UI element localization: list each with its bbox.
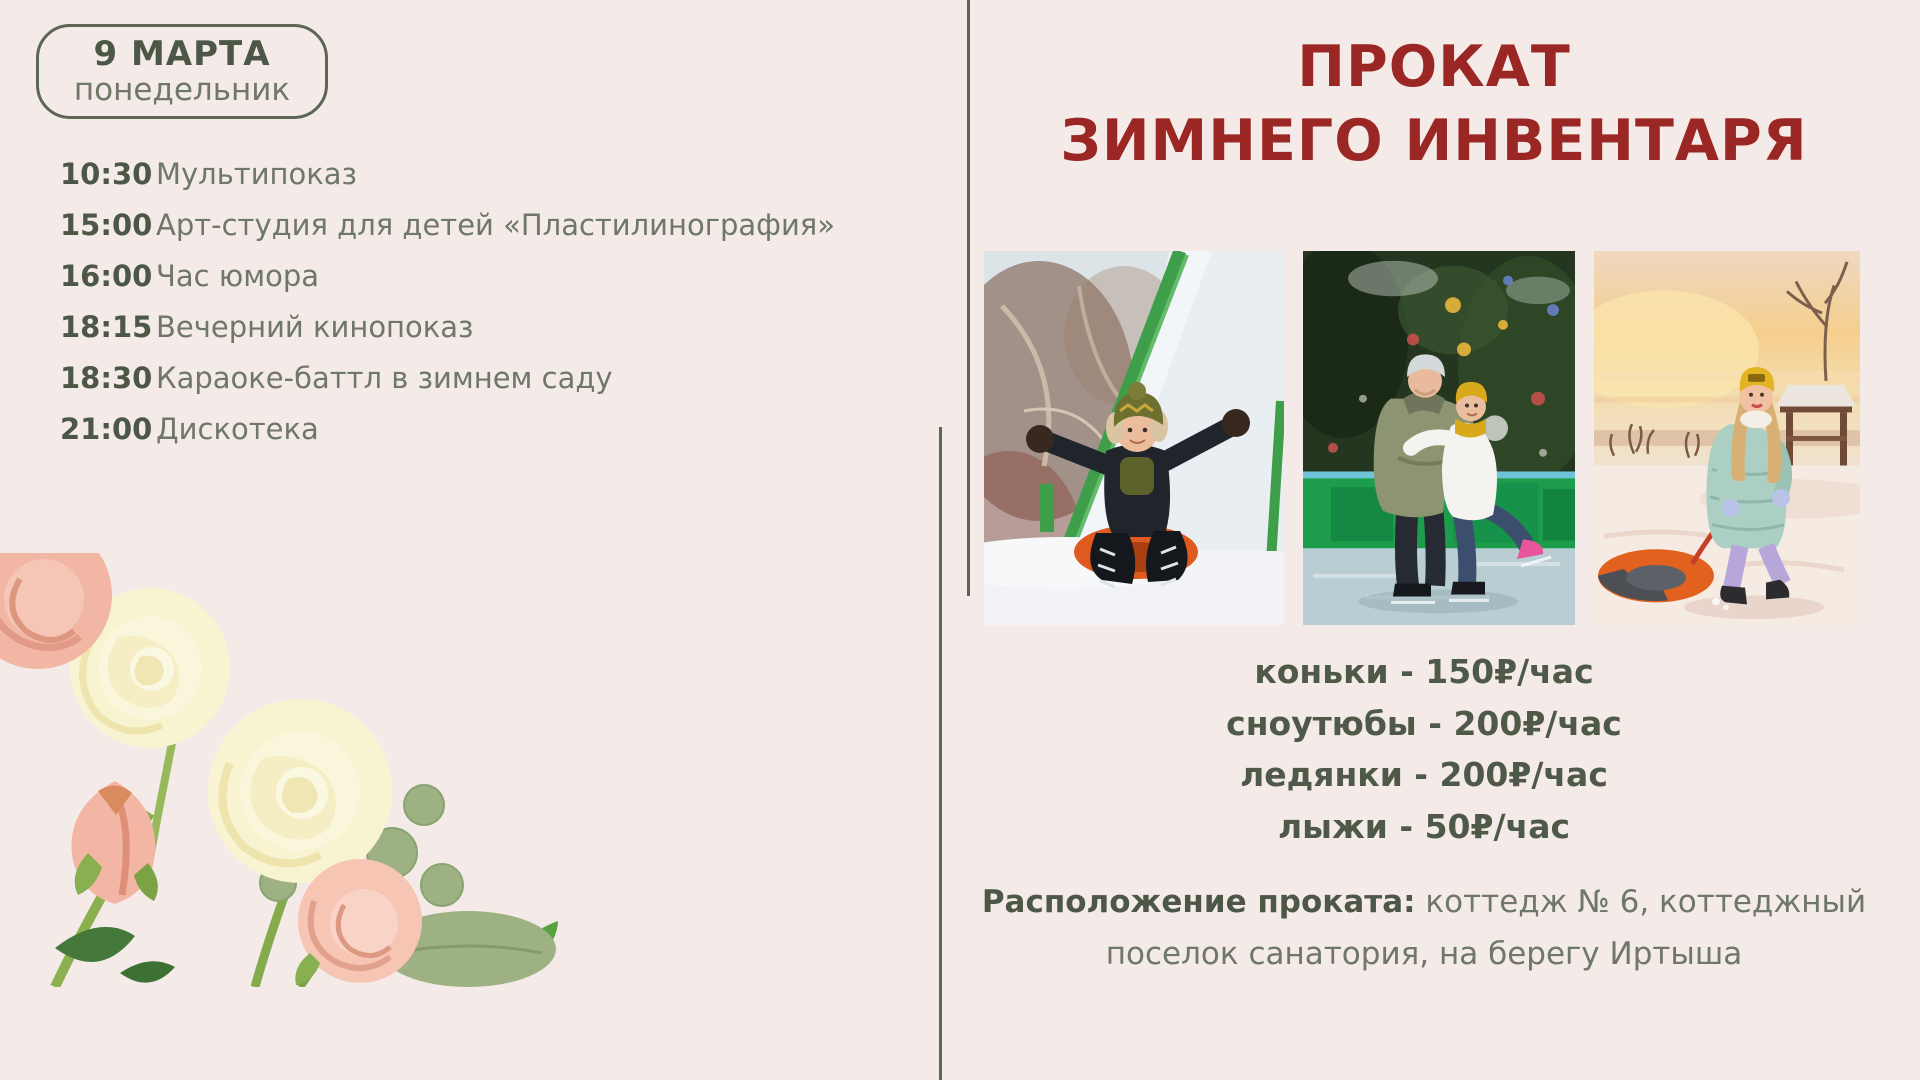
schedule-event-label: Дискотека	[156, 411, 319, 446]
schedule-time: 18:30	[60, 360, 153, 395]
badge-weekday: понедельник	[73, 72, 291, 109]
rental-title-line2: ЗИМНЕГО ИНВЕНТАРЯ	[1060, 108, 1808, 174]
schedule-event-label: Вечерний кинопоказ	[156, 309, 474, 344]
schedule-row	[60, 148, 920, 199]
schedule-list	[60, 148, 920, 454]
price-list	[968, 646, 1880, 852]
price-item: лыжи - 50₽/час	[1277, 806, 1571, 846]
rental-title-line1: ПРОКАТ	[1297, 34, 1571, 100]
schedule-row	[60, 352, 920, 403]
rental-location	[968, 876, 1880, 980]
schedule-row	[60, 301, 920, 352]
schedule-row	[60, 250, 920, 301]
rental-title	[968, 30, 1900, 178]
date-badge	[36, 24, 328, 119]
roses-decoration-image	[0, 553, 560, 987]
schedule-event-label: Час юмора	[156, 258, 320, 293]
schedule-event-label: Караоке-баттл в зимнем саду	[156, 360, 613, 395]
schedule-time: 16:00	[60, 258, 153, 293]
price-item: сноутюбы - 200₽/час	[1226, 703, 1622, 743]
badge-date: 9 МАРТА	[93, 33, 271, 74]
photo-couple-ice-rink	[1303, 251, 1575, 625]
schedule-time: 15:00	[60, 207, 153, 242]
rental-location-line1	[968, 876, 1880, 928]
schedule-time: 21:00	[60, 411, 153, 446]
schedule-time: 10:30	[60, 156, 153, 191]
rental-location-label: Расположение проката:	[981, 884, 1416, 920]
schedule-time: 18:15	[60, 309, 153, 344]
photo-woman-pulling-tube	[1594, 251, 1860, 625]
rental-location-line2: поселок санатория, на берегу Иртыша	[1105, 936, 1743, 972]
schedule-event-label: Арт-студия для детей «Пластилинография»	[156, 207, 835, 242]
rental-location-text: коттедж № 6, коттеджный	[1425, 884, 1867, 920]
schedule-row	[60, 403, 920, 454]
photo-row	[984, 251, 1860, 625]
divider-line-bottom	[939, 427, 942, 1080]
schedule-event-label: Мультипоказ	[156, 156, 357, 191]
schedule-row	[60, 199, 920, 250]
price-item: коньки - 150₽/час	[1254, 652, 1594, 691]
price-item: ледянки - 200₽/час	[1240, 755, 1608, 794]
photo-child-on-snow-tube	[984, 251, 1284, 625]
